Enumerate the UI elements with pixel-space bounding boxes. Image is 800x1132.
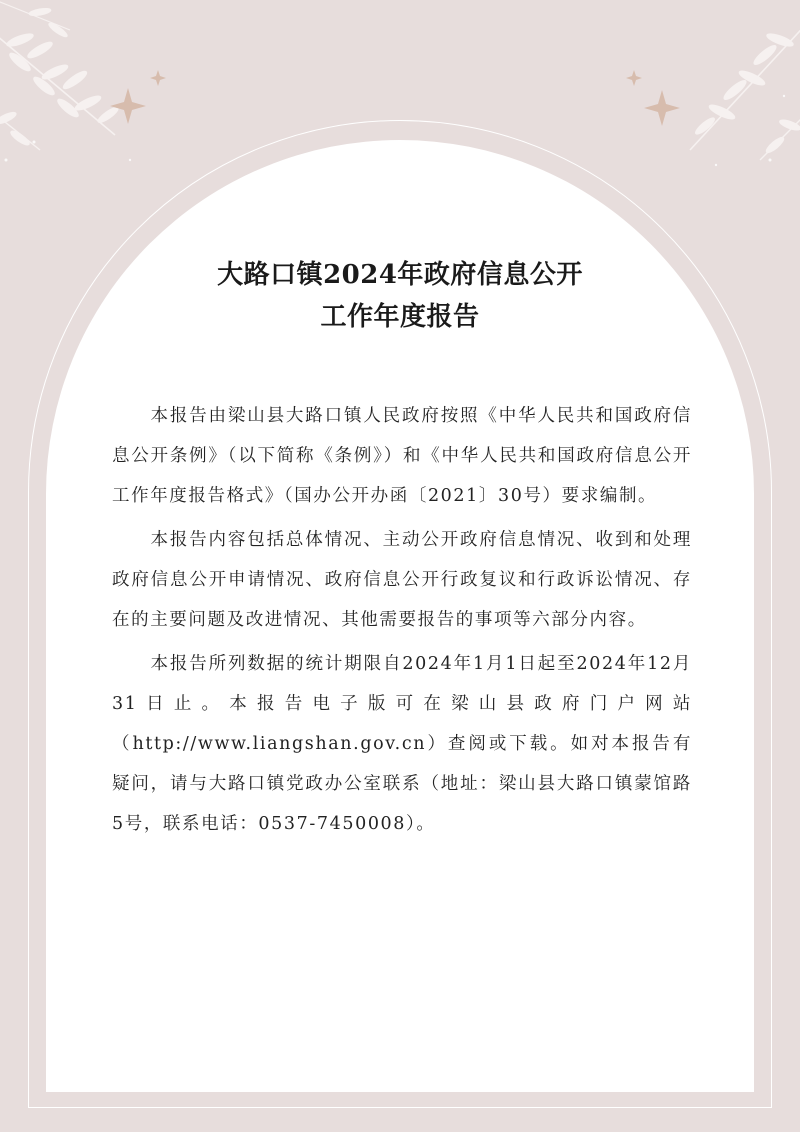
paragraph-contents: 本报告内容包括总体情况、主动公开政府信息情况、收到和处理政府信息公开申请情况、政府信息公开行政复议和行政诉讼情况、存在的主要问题及改进情况、其他需要报告的事项等六部分内容。: [112, 530, 692, 630]
leaf-branch-icon: [690, 20, 800, 160]
report-body: [112, 396, 692, 848]
sparkle-icon: [110, 70, 680, 126]
report-title-line2: 工作年度报告: [320, 302, 480, 332]
report-title-line1: 大路口镇2024年政府信息公开: [217, 260, 583, 290]
paragraph-basis: 本报告由梁山县大路口镇人民政府按照《中华人民共和国政府信息公开条例》（以下简称《条例》）和《中华人民共和国政府信息公开工作年度报告格式》（国办公开办函〔2021〕30号）要求编制。: [112, 406, 692, 506]
leaf-branch-icon: [0, 0, 120, 150]
paragraph-period-contact: 本报告所列数据的统计期限自2024年1月1日起至2024年12月31日止。本报告电子版可在梁山县政府门户网站（http://www.liangshan.gov.cn）查阅或下载。如对本报告有疑问，请与大路口镇党政办公室联系（地址：梁山县大路口镇蒙馆路5号，联系电话：0537-7450008）。: [112, 654, 692, 834]
